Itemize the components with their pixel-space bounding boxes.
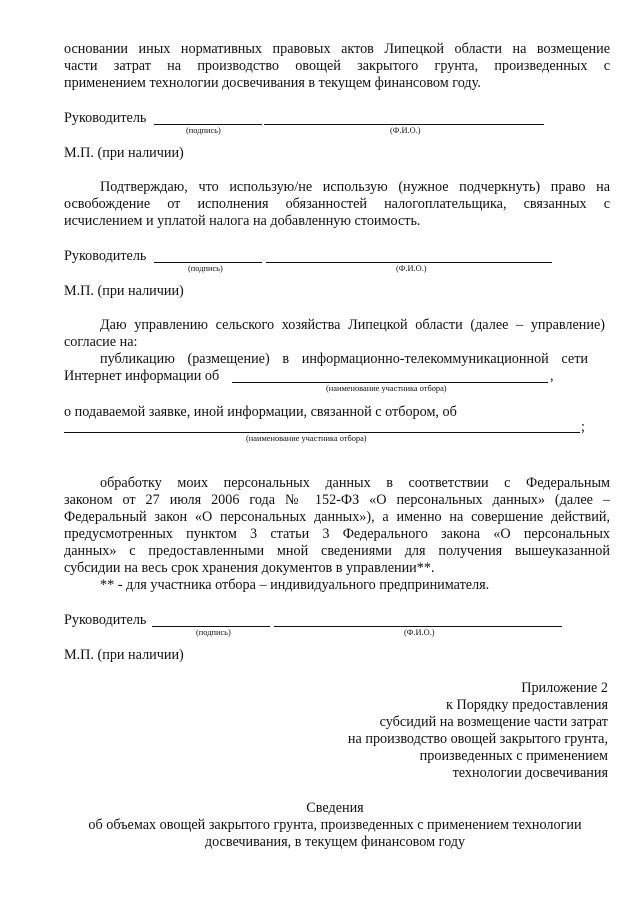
appendix-line-3: субсидий на возмещение части затрат	[379, 714, 608, 730]
sig3-name-line	[274, 626, 562, 627]
personal-line-4: предусмотренных пунктом 3 статьи 3 Федерального закона «О персональных	[64, 526, 610, 542]
sig1-sign-hint: (подпись)	[186, 126, 221, 135]
participant-hint-2: (наименование участника отбора)	[246, 434, 367, 443]
appendix-line-6: технологии досвечивания	[452, 765, 608, 781]
appendix-line-4: на производство овощей закрытого грунта,	[347, 731, 608, 747]
sig2-sign-hint: (подпись)	[188, 264, 223, 273]
sig3-stamp: М.П. (при наличии)	[64, 647, 184, 663]
consent-line-1: Даю управлению сельского хозяйства Липецкой области (далее – управление)	[100, 317, 605, 333]
sig1-name-hint: (Ф.И.О.)	[390, 126, 421, 135]
sig2-sign-line	[154, 262, 262, 263]
participant-line-2	[64, 432, 580, 433]
personal-line-3: Федеральный закон «О персональных данных»), а именно на совершение действий,	[64, 509, 610, 525]
vat-line-3: исчислением и уплатой налога на добавленную стоимость.	[64, 213, 421, 229]
consent-line-2: согласие на:	[64, 334, 138, 350]
sig2-label: Руководитель	[64, 248, 147, 264]
intro-line-2: части затрат на производство овощей закрытого грунта, произведенных с	[64, 58, 610, 74]
sig3-label: Руководитель	[64, 612, 147, 628]
appendix-line-2: к Порядку предоставления	[446, 697, 608, 713]
intro-line-3: применением технологии досвечивания в текущем финансовом году.	[64, 75, 481, 91]
sig1-name-line	[264, 124, 544, 125]
intro-line-1: основании иных нормативных правовых актов Липецкой области на возмещение	[64, 41, 610, 57]
consent-pub-line-1: публикацию (размещение) в информационно-телекоммуникационной сети	[100, 351, 588, 367]
appendix-line-1: Приложение 2	[521, 680, 608, 696]
sig3-sign-hint: (подпись)	[196, 628, 231, 637]
sig3-name-hint: (Ф.И.О.)	[404, 628, 435, 637]
sig2-name-hint: (Ф.И.О.)	[396, 264, 427, 273]
personal-footnote: ** - для участника отбора – индивидуального предпринимателя.	[100, 577, 490, 593]
consent-about-end: ;	[581, 419, 585, 435]
vat-line-1: Подтверждаю, что использую/не использую (нужное подчеркнуть) право на	[100, 179, 610, 195]
consent-about-line: о подаваемой заявке, иной информации, связанной с отбором, об	[64, 404, 457, 420]
personal-line-2: законом от 27 июля 2006 года № 152-ФЗ «О персональных данных» (далее –	[64, 492, 610, 508]
personal-line-6: субсидии на весь срок хранения документов в управлении**.	[64, 560, 435, 576]
participant-hint-1: (наименование участника отбора)	[326, 384, 447, 393]
vat-line-2: освобождение от исполнения обязанностей налогоплательщика, связанных с	[64, 196, 610, 212]
appendix-line-5: произведенных с применением	[419, 748, 608, 764]
sig1-sign-line	[154, 124, 262, 125]
consent-pub-end: ,	[550, 368, 554, 384]
heading-line-1: об объемах овощей закрытого грунта, произведенных с применением технологии	[88, 817, 582, 833]
personal-line-1: обработку моих персональных данных в соответствии с Федеральным	[100, 475, 610, 491]
heading-line-2: досвечивания, в текущем финансовом году	[204, 834, 466, 850]
participant-line-1	[232, 382, 548, 383]
sig1-stamp: М.П. (при наличии)	[64, 145, 184, 161]
sig2-name-line	[266, 262, 552, 263]
heading-title: Сведения	[306, 800, 364, 816]
sig1-label: Руководитель	[64, 110, 147, 126]
consent-pub-line-2: Интернет информации об	[64, 368, 220, 384]
personal-line-5: данных» с предоставленными мной сведениями для получения вышеуказанной	[64, 543, 610, 559]
sig3-sign-line	[152, 626, 270, 627]
sig2-stamp: М.П. (при наличии)	[64, 283, 184, 299]
